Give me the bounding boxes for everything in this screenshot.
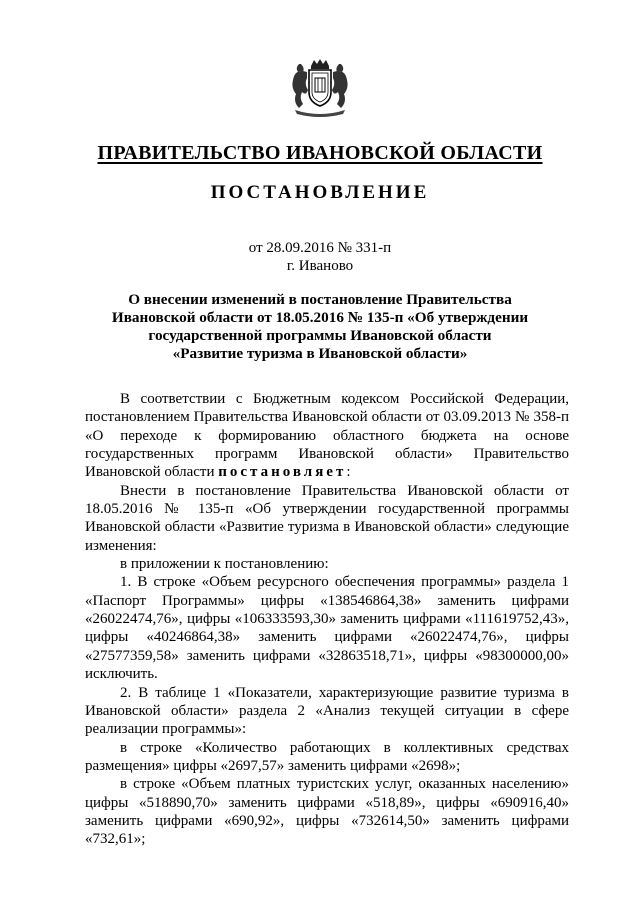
subject-line: Ивановской области от 18.05.2016 № 135-п «Об утверждении <box>111 309 529 326</box>
subject-line: О внесении изменений в постановление Правительства <box>128 291 512 308</box>
organization-title: ПРАВИТЕЛЬСТВО ИВАНОВСКОЙ ОБЛАСТИ <box>97 142 543 164</box>
document-type: ПОСТАНОВЛЕНИЕ <box>210 182 430 203</box>
subject-line: государственной программы Ивановской области <box>148 327 492 344</box>
paragraph-item-2: 2. В таблице 1 «Показатели, характеризующие развитие туризма в Ивановской области» раздела 2 «Анализ текущей ситуации в сфере реализации программы»: <box>85 684 569 738</box>
date-number: от 28.09.2016 № 331-п <box>248 240 392 256</box>
paragraph-row-services: в строке «Объем платных туристских услуг, оказанных населению» цифры «518890,70» заменить цифрами «518,89», цифры «690916,40» заменить цифрами «690,92», цифры «732614,50» заменить цифрами «732,61»; <box>85 776 569 848</box>
paragraph-row-workers: в строке «Количество работающих в коллективных средствах размещения» цифры «2697,57» заменить цифрами «2698»; <box>85 739 569 774</box>
resolution-verb: постановляет <box>218 464 347 481</box>
document-subject <box>90 291 550 363</box>
preamble-tail: : <box>346 464 351 481</box>
paragraph-amend: Внести в постановление Правительства Ивановской области от 18.05.2016 № 135-п «Об утверждении государственной программы Ивановской области «Развитие туризма в Ивановской области» следующие изменения: <box>85 482 569 554</box>
coat-of-arms-icon <box>287 58 353 118</box>
city: г. Иваново <box>286 258 354 274</box>
preamble-text: В соответствии с Бюджетным кодексом Российской Федерации, постановлением Правительства Ивановской области от 03.09.2013 № 358-п «О переходе к формированию областного бюджета на основе государственных программ Ивановской области» Правительство Ивановской области <box>85 391 569 481</box>
paragraph-annex: в приложении к постановлению: <box>120 556 329 573</box>
document-body <box>85 390 569 849</box>
subject-line: «Развитие туризма в Ивановской области» <box>172 345 468 362</box>
paragraph-preamble <box>85 390 569 482</box>
paragraph-item-1: 1. В строке «Объем ресурсного обеспечения программы» раздела 1 «Паспорт Программы» цифры «138546864,38» заменить цифрами «26022474,76», цифры «106333593,30» заменить цифрами «111619752,43», цифры «40246864,38» заменить цифрами «26022474,76», цифры «27577359,58» заменить цифрами «32863518,71», цифры «98300000,00» исключить. <box>85 574 569 683</box>
